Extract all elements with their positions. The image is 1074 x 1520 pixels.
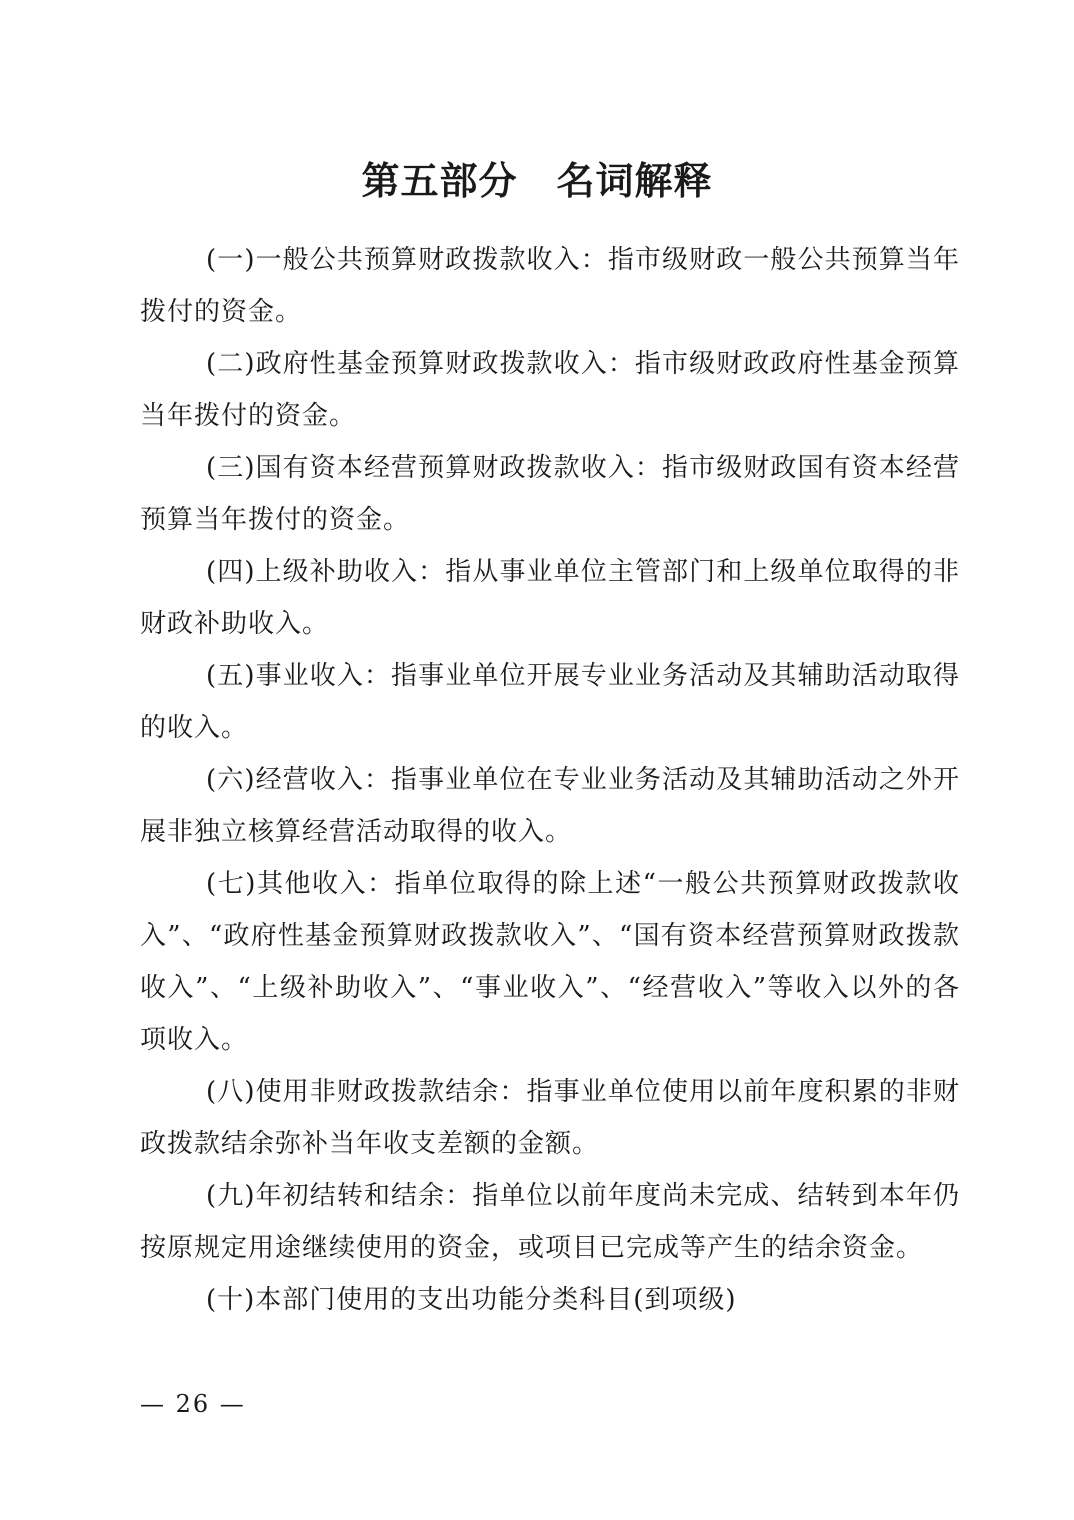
definition-paragraph-2: (二)政府性基金预算财政拨款收入：指市级财政政府性基金预算当年拨付的资金。: [140, 349, 960, 431]
definition-paragraph-10: (十)本部门使用的支出功能分类科目(到项级): [206, 1285, 737, 1315]
definitions-body: [140, 234, 960, 1326]
definition-paragraph-9: (九)年初结转和结余：指单位以前年度尚未完成、结转到本年仍按原规定用途继续使用的资金，或项目已完成等产生的结余资金。: [140, 1181, 960, 1263]
section-title: 第五部分 名词解释: [361, 159, 713, 204]
definition-paragraph-1: (一)一般公共预算财政拨款收入：指市级财政一般公共预算当年拨付的资金。: [140, 245, 960, 327]
definition-paragraph-8: (八)使用非财政拨款结余：指事业单位使用以前年度积累的非财政拨款结余弥补当年收支差额的金额。: [140, 1077, 960, 1159]
definition-paragraph-3: (三)国有资本经营预算财政拨款收入：指市级财政国有资本经营预算当年拨付的资金。: [140, 453, 960, 535]
definition-paragraph-6: (六)经营收入：指事业单位在专业业务活动及其辅助活动之外开展非独立核算经营活动取得的收入。: [140, 765, 960, 847]
definition-paragraph-7: (七)其他收入：指单位取得的除上述“一般公共预算财政拨款收入”、“政府性基金预算财政拨款收入”、“国有资本经营预算财政拨款收入”、“上级补助收入”、“事业收入”、“经营收入”等收入以外的各项收入。: [140, 869, 960, 1055]
definition-paragraph-4: (四)上级补助收入：指从事业单位主管部门和上级单位取得的非财政补助收入。: [140, 557, 960, 639]
page-number: — 26 —: [140, 1390, 246, 1418]
definition-paragraph-5: (五)事业收入：指事业单位开展专业业务活动及其辅助活动取得的收入。: [140, 661, 960, 743]
